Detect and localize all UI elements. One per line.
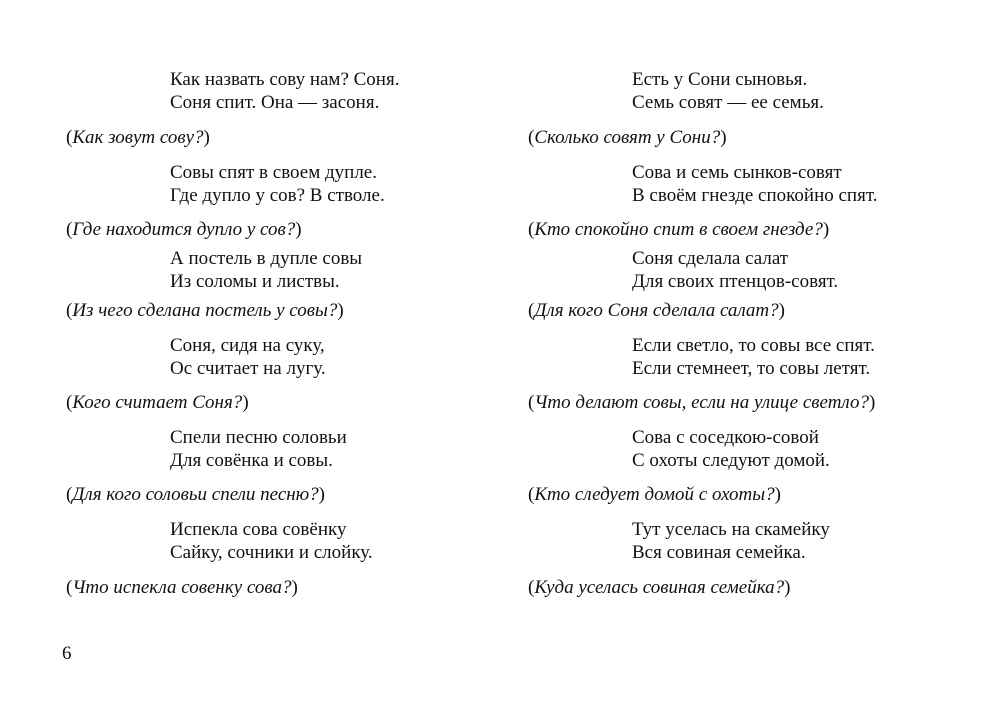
verse	[632, 161, 877, 207]
verse	[170, 247, 362, 293]
verse-line: Для своих птенцов-совят.	[632, 271, 839, 292]
verse-line: С охоты следуют домой.	[632, 450, 830, 471]
verse-line: Для совёнка и совы.	[170, 450, 333, 471]
question: (Куда уселась совиная семейка?)	[528, 577, 791, 598]
verse	[170, 426, 347, 472]
question: (Как зовут сову?)	[66, 127, 210, 148]
question: (Сколько совят у Сони?)	[528, 127, 727, 148]
question-text: Из чего сделана постель у совы?	[72, 300, 338, 321]
left-column	[66, 0, 536, 706]
question-text: Для кого соловьи спели песню?	[72, 484, 319, 505]
verse-line: Как назвать сову нам? Соня.	[170, 69, 400, 90]
question: (Для кого Соня сделала салат?)	[528, 300, 785, 321]
verse-line: Вся совиная семейка.	[632, 542, 806, 563]
verse	[632, 247, 838, 293]
question: (Что испекла совенку сова?)	[66, 577, 298, 598]
verse-line: Сова и семь сынков-совят	[632, 162, 842, 183]
verse-line: Где дупло у сов? В стволе.	[170, 185, 385, 206]
question-text: Для кого Соня сделала салат?	[534, 300, 779, 321]
question-text: Кто спокойно спит в своем гнезде?	[534, 219, 823, 240]
question-text: Что испекла совенку сова?	[72, 577, 292, 598]
question: (Кого считает Соня?)	[66, 392, 249, 413]
verse	[632, 426, 830, 472]
question: (Что делают совы, если на улице светло?)	[528, 392, 876, 413]
question-text: Куда уселась совиная семейка?	[534, 577, 785, 598]
verse	[632, 518, 830, 564]
verse-line: Спели песню соловьи	[170, 427, 347, 448]
question-text: Где находится дупло у сов?	[72, 219, 296, 240]
verse-line: Соня спит. Она — засоня.	[170, 92, 380, 113]
verse-line: Тут уселась на скамейку	[632, 519, 830, 540]
verse	[170, 518, 373, 564]
question: (Где находится дупло у сов?)	[66, 219, 302, 240]
verse-line: Есть у Сони сыновья.	[632, 69, 808, 90]
page-number: 6	[62, 643, 72, 664]
verse-line: Сайку, сочники и слойку.	[170, 542, 373, 563]
question-text: Как зовут сову?	[72, 127, 204, 148]
verse-line: Если светло, то совы все спят.	[632, 335, 875, 356]
verse-line: А постель в дупле совы	[170, 248, 363, 269]
question: (Для кого соловьи спели песню?)	[66, 484, 325, 505]
verse	[170, 68, 399, 114]
right-column	[528, 0, 998, 706]
verse-line: Из соломы и листвы.	[170, 271, 340, 292]
question-text: Кого считает Соня?	[72, 392, 243, 413]
question-text: Кто следует домой с охоты?	[534, 484, 775, 505]
verse	[170, 334, 326, 380]
verse-line: Если стемнеет, то совы летят.	[632, 358, 871, 379]
verse-line: Ос считает на лугу.	[170, 358, 326, 379]
verse-line: Испекла сова совёнку	[170, 519, 347, 540]
question: (Кто следует домой с охоты?)	[528, 484, 781, 505]
verse-line: Соня, сидя на суку,	[170, 335, 325, 356]
verse	[632, 334, 875, 380]
verse	[632, 68, 824, 114]
question: (Из чего сделана постель у совы?)	[66, 300, 344, 321]
verse	[170, 161, 385, 207]
verse-line: Соня сделала салат	[632, 248, 789, 269]
question-text: Что делают совы, если на улице светло?	[534, 392, 869, 413]
verse-line: Совы спят в своем дупле.	[170, 162, 377, 183]
verse-line: Сова с соседкою-совой	[632, 427, 819, 448]
verse-line: В своём гнезде спокойно спят.	[632, 185, 878, 206]
verse-line: Семь совят — ее семья.	[632, 92, 824, 113]
question: (Кто спокойно спит в своем гнезде?)	[528, 219, 830, 240]
question-text: Сколько совят у Сони?	[534, 127, 721, 148]
